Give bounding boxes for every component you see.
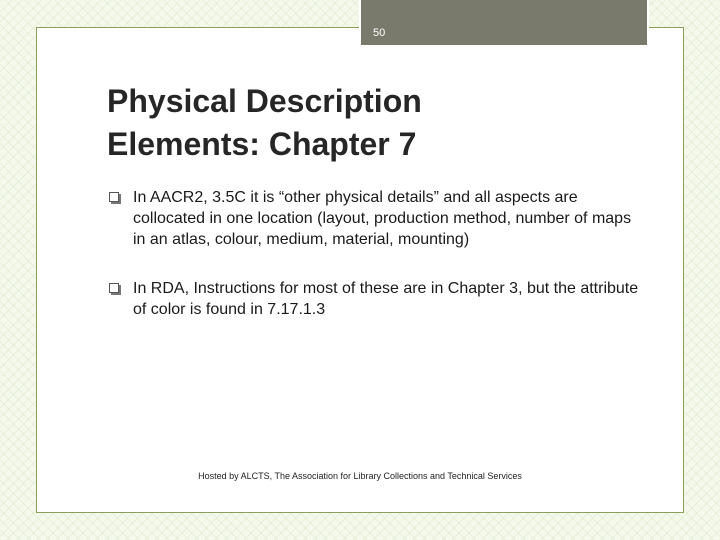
bullet-list: [107, 187, 647, 320]
bullet-text: In RDA, Instructions for most of these are in Chapter 3, but the attribute of color is found in 7.17.1.3: [133, 280, 639, 318]
checkbox-square-icon: [109, 283, 119, 293]
footer-credit: Hosted by ALCTS, The Association for Library Collections and Technical Services: [198, 471, 522, 481]
checkbox-square-icon: [109, 192, 119, 202]
slide-title: [107, 80, 667, 166]
slide-title-line-1: Physical Description: [107, 83, 422, 119]
bullet-text: In AACR2, 3.5C it is “other physical details” and all aspects are collocated in one location (layout, production method, number of maps in an atlas, colour, medium, material, mounting): [133, 189, 632, 248]
page-number-tab: [359, 0, 649, 47]
page-number: 50: [373, 27, 386, 39]
bullet-item: [107, 187, 647, 250]
bullet-item: [107, 278, 647, 320]
slide-title-line-2: Elements: Chapter 7: [107, 126, 417, 162]
